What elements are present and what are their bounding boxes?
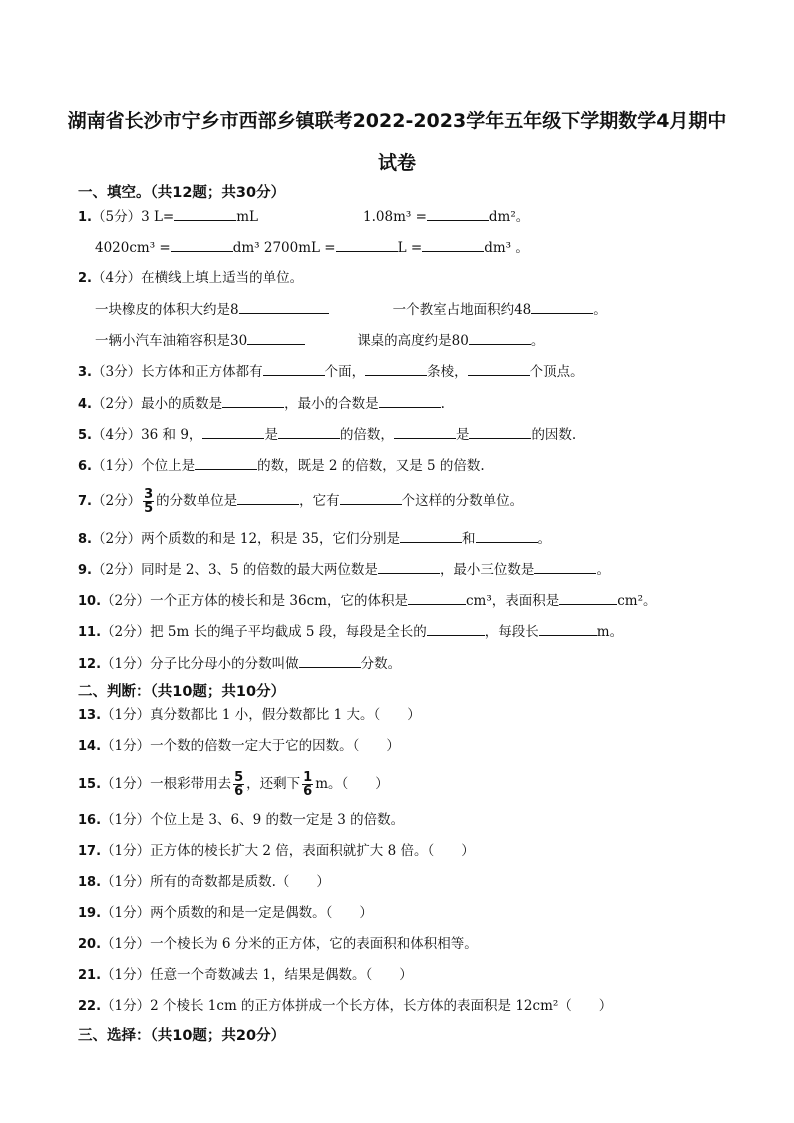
- answer-blank[interactable]: [559, 590, 617, 605]
- answer-blank[interactable]: [174, 206, 236, 221]
- question-4: 4.（2分）最小的质数是 ，最小的合数是 .: [78, 393, 445, 415]
- answer-blank[interactable]: [340, 490, 402, 505]
- answer-blank[interactable]: [531, 299, 593, 314]
- answer-blank[interactable]: [379, 393, 441, 408]
- question-2-line-2: 一块橡皮的体积大约是8 一个教室占地面积约48 。: [95, 299, 607, 320]
- answer-blank[interactable]: [378, 559, 440, 574]
- fraction: $\frac{3}{5}$: [144, 487, 154, 516]
- answer-blank[interactable]: [539, 621, 597, 636]
- question-16: 16.（1分）个位上是 3、6、9 的数一定是 3 的倍数。: [78, 812, 405, 828]
- answer-blank[interactable]: [171, 237, 233, 252]
- section-heading-fill-blank: 一、填空。（共12题；共30分）: [78, 185, 286, 201]
- question-6: 6.（1分）个位上是 的数，既是 2 的倍数，又是 5 的倍数.: [78, 455, 485, 477]
- answer-blank[interactable]: [400, 528, 462, 543]
- question-17: 17.（1分）正方体的棱长扩大 2 倍，表面积就扩大 8 倍。（ ）: [78, 843, 475, 859]
- answer-blank[interactable]: [468, 361, 530, 376]
- question-13: 13.（1分）真分数都比 1 小，假分数都比 1 大。（ ）: [78, 707, 421, 723]
- fraction: $\frac{5}{6}$: [234, 770, 244, 799]
- page-title: 湖南省长沙市宁乡市西部乡镇联考2022-2023学年五年级下学期数学4月期中: [67, 110, 727, 132]
- question-15: 15.（1分）一根彩带用去 $\frac{5}{6}$ ，还剩下 $\frac{1}{6}$ m。（ ）: [78, 770, 389, 799]
- answer-blank[interactable]: [195, 455, 257, 470]
- answer-blank[interactable]: [222, 393, 284, 408]
- answer-blank[interactable]: [239, 299, 329, 314]
- question-11: 11.（2分）把 5m 长的绳子平均截成 5 段，每段是全长的 ，每段长 m。: [78, 621, 623, 643]
- answer-blank[interactable]: [469, 330, 531, 345]
- question-9: 9.（2分）同时是 2、3、5 的倍数的最大两位数是 ，最小三位数是 。: [78, 559, 610, 581]
- question-19: 19.（1分）两个质数的和是一定是偶数。（ ）: [78, 905, 373, 921]
- answer-blank[interactable]: [534, 559, 596, 574]
- question-14: 14.（1分）一个数的倍数一定大于它的因数。（ ）: [78, 738, 400, 754]
- question-7: 7.（2分） $\frac{3}{5}$ 的分数单位是 ，它有 个这样的分数单位。: [78, 487, 524, 516]
- answer-blank[interactable]: [336, 237, 398, 252]
- question-12: 12.（1分）分子比分母小的分数叫做 分数。: [78, 653, 401, 675]
- answer-blank[interactable]: [422, 237, 484, 252]
- answer-blank[interactable]: [278, 424, 340, 439]
- page-title-cont: 试卷: [377, 152, 416, 174]
- answer-blank[interactable]: [408, 590, 466, 605]
- answer-blank[interactable]: [237, 490, 299, 505]
- answer-blank[interactable]: [263, 361, 325, 376]
- answer-blank[interactable]: [299, 653, 361, 668]
- section-heading-true-false: 二、判断：（共10题；共10分）: [78, 684, 286, 700]
- answer-blank[interactable]: [476, 528, 538, 543]
- question-5: 5.（4分）36 和 9， 是 的倍数， 是 的因数.: [78, 424, 576, 446]
- fraction: $\frac{1}{6}$: [303, 770, 313, 799]
- question-1-line-2: 4020cm³ = dm³ 2700mL = L = dm³ 。: [95, 237, 529, 258]
- answer-blank[interactable]: [427, 206, 489, 221]
- answer-blank[interactable]: [247, 330, 305, 345]
- answer-blank[interactable]: [394, 424, 456, 439]
- question-2: 2.（4分）在横线上填上适当的单位。: [78, 270, 304, 286]
- question-2-line-3: 一辆小汽车油箱容积是30 课桌的高度约是80 。: [95, 330, 544, 351]
- answer-blank[interactable]: [202, 424, 264, 439]
- question-18: 18.（1分）所有的奇数都是质数.（ ）: [78, 874, 330, 890]
- answer-blank[interactable]: [365, 361, 427, 376]
- question-22: 22.（1分）2 个棱长 1cm 的正方体拼成一个长方体，长方体的表面积是 12cm²（ ）: [78, 998, 613, 1014]
- answer-blank[interactable]: [427, 621, 485, 636]
- section-heading-multiple-choice: 三、选择：（共10题；共20分）: [78, 1028, 286, 1044]
- question-1: 1.（5分）3 L= mL 1.08m³ = dm²。: [78, 206, 529, 228]
- question-10: 10.（2分）一个正方体的棱长和是 36cm，它的体积是 cm³，表面积是 cm²。: [78, 590, 657, 612]
- answer-blank[interactable]: [469, 424, 531, 439]
- question-8: 8.（2分）两个质数的和是 12，积是 35，它们分别是 和 。: [78, 528, 551, 550]
- question-20: 20.（1分）一个棱长为 6 分米的正方体，它的表面积和体积相等。: [78, 936, 478, 952]
- question-3: 3.（3分）长方体和正方体都有 个面， 条棱， 个顶点。: [78, 361, 584, 383]
- question-21: 21.（1分）任意一个奇数减去 1，结果是偶数。（ ）: [78, 967, 413, 983]
